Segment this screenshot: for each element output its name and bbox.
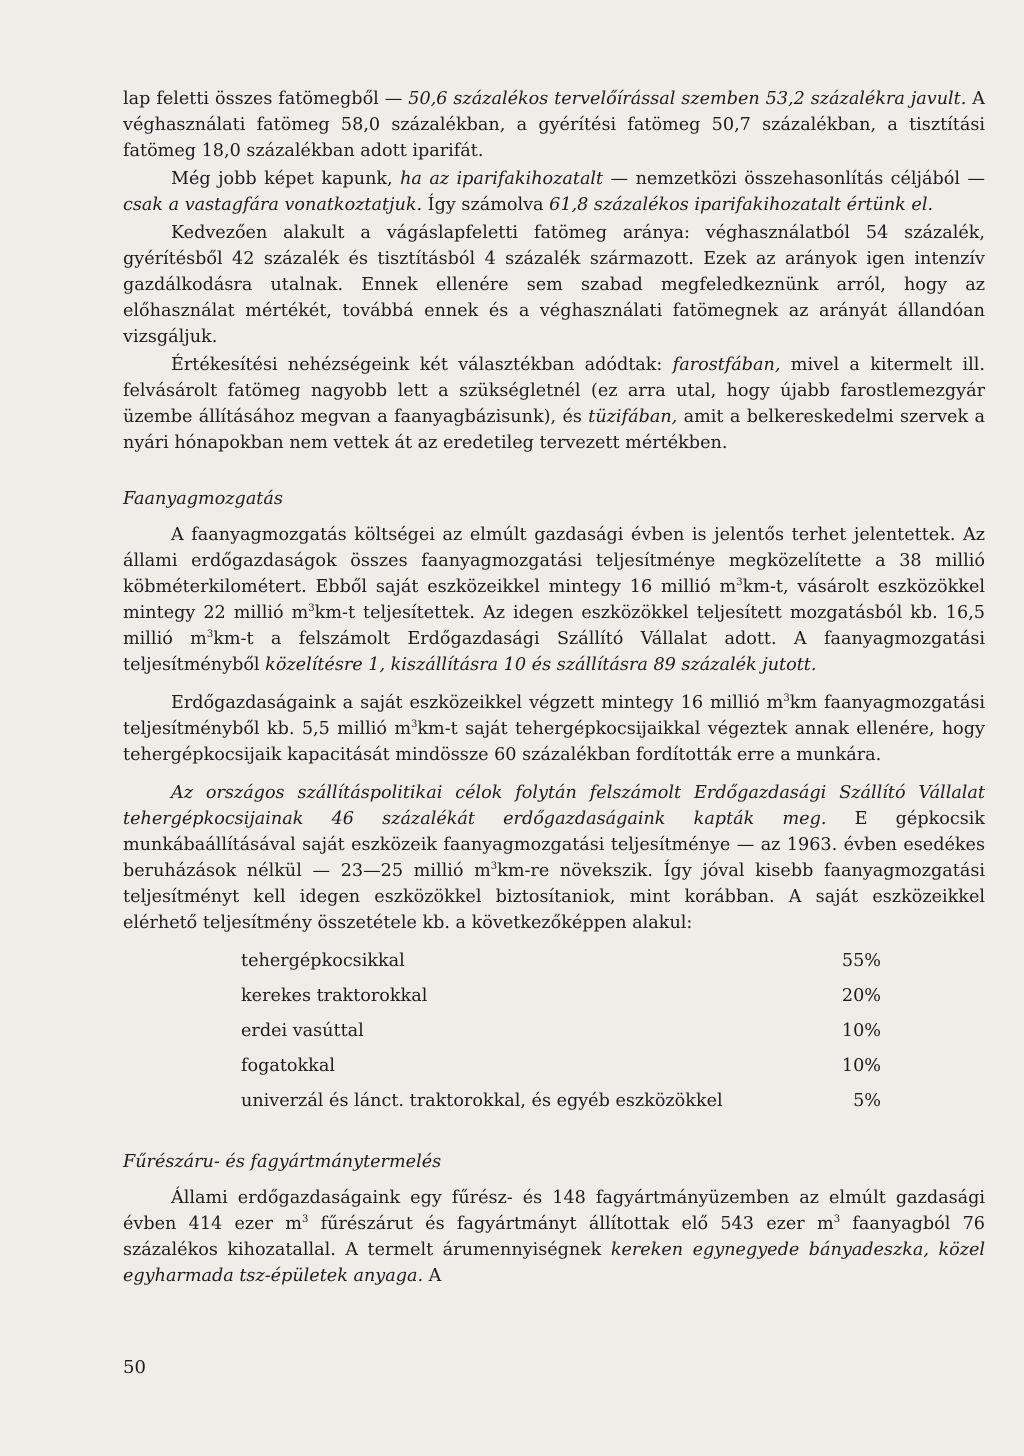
emphasis-text: tüzifában, bbox=[588, 407, 678, 427]
text-run: km-t, vásárolt eszközökkel mintegy 22 millió m bbox=[123, 577, 985, 623]
text-run: faanyagból 76 százalékos kihozatallal. A termelt árumennyiségnek bbox=[123, 1214, 985, 1260]
breakdown-label: tehergépkocsikkal bbox=[241, 951, 405, 971]
breakdown-label: univerzál és lánct. traktorokkal, és egyéb eszközökkel bbox=[241, 1091, 723, 1111]
paragraph-4 bbox=[123, 352, 985, 456]
text-run: A véghasználati fatömeg 58,0 százalékban, a gyérítési fatömeg 50,7 százalékban, a tisztítási fatömeg 18,0 százalékban adott iparifát. bbox=[123, 89, 986, 161]
emphasis-text: közelítésre 1, kiszállításra 10 és szállításra 89 százalék jutott. bbox=[265, 655, 817, 675]
text-run: A bbox=[423, 1266, 442, 1286]
breakdown-label: kerekes traktorokkal bbox=[241, 986, 428, 1006]
emphasis-text: kereken egynegyede bányadeszka, közel egyharmada tsz-épületek anyaga. bbox=[123, 1240, 986, 1286]
breakdown-row bbox=[241, 944, 881, 979]
emphasis-text: ha az iparifakihozatalt bbox=[400, 169, 604, 189]
emphasis-text: Az országos szállításpolitikai célok folytán felszámolt Erdőgazdasági Szállító Vállalat tehergépkocsijainak 46 százalékát erdőgazdaságaink kapták meg. bbox=[123, 783, 985, 829]
text-run: A faanyagmozgatás költségei az elmúlt gazdasági évben is jelentős terhet jelentettek. Az állami erdőgazdaságok összes faanyagmozgatási teljesítménye megközelítette a 38 millió köbméterkilométert. Ebből saját eszközeikkel mintegy 16 millió m bbox=[123, 525, 985, 597]
text-run: — nemzetközi összehasonlítás céljából — bbox=[603, 169, 985, 189]
paragraph-3: Kedvezően alakult a vágáslapfeletti fatömeg aránya: véghasználatból 54 százalék, gyérítésből 42 százalék és tisztításból 4 százalék származott. Ezek az arányok igen intenzív gazdálkodásra utalnak. Ennek ellenére sem szabad megfeledkeznünk arról, hogy az előhasználat mértékét, továbbá ennek és a véghasználati fatömegnek az arányát állandóan vizsgáljuk. bbox=[123, 223, 985, 347]
page-number: 50 bbox=[123, 1357, 146, 1378]
paragraph-5 bbox=[123, 522, 985, 678]
breakdown-value: 55% bbox=[841, 951, 881, 971]
text-run: Értékesítési nehézségeink két választékban adódtak: bbox=[171, 355, 673, 375]
breakdown-value: 10% bbox=[841, 1056, 881, 1076]
text-run: fűrészárut és fagyártmányt állítottak elő 543 ezer m bbox=[308, 1214, 834, 1234]
section-heading-fureszaru: Fűrészáru- és fagyártmánytermelés bbox=[123, 1152, 442, 1172]
text-run: Így számolva bbox=[422, 195, 550, 215]
paragraph-6 bbox=[123, 690, 985, 768]
page-body bbox=[123, 86, 985, 1289]
superscript: 3 bbox=[308, 603, 315, 614]
section-heading-faanyagmozgatas: Faanyagmozgatás bbox=[123, 489, 283, 509]
text-run: lap feletti összes fatömegből — bbox=[123, 89, 409, 109]
breakdown-row bbox=[241, 1049, 881, 1084]
text-run: km-re növekszik. Így jóval kisebb faanyagmozgatási teljesítményt kell idegen eszközökkel biztosítaniok, mint korábban. A saját eszközeikkel elérhető teljesítmény összetétele kb. a következőképpen alakul: bbox=[123, 861, 985, 933]
text-run: E gépkocsik munkábaállításával saját eszközeik faanyagmozgatási teljesítménye — az 1963. évben esedékes beruházások nélkül — 23—25 millió m bbox=[123, 809, 986, 881]
breakdown-value: 10% bbox=[841, 1021, 881, 1041]
breakdown-label: fogatokkal bbox=[241, 1056, 335, 1076]
breakdown-row bbox=[241, 1084, 881, 1119]
text-run: km-t saját tehergépkocsijaikkal végeztek annak ellenére, hogy tehergépkocsijaik kapacitását mindössze 60 százalékban fordították erre a munkára. bbox=[123, 719, 985, 765]
paragraph-8 bbox=[123, 1185, 985, 1289]
superscript: 3 bbox=[490, 861, 498, 872]
text-run: Még jobb képet kapunk, bbox=[171, 169, 401, 189]
text-run: km faanyagmozgatási teljesítményből kb. 5,5 millió m bbox=[123, 693, 985, 739]
paragraph-2 bbox=[123, 166, 985, 218]
text-run: Erdőgazdaságaink a saját eszközeikkel végzett mintegy 16 millió m bbox=[171, 693, 784, 713]
paragraph-1 bbox=[123, 86, 985, 164]
breakdown-row bbox=[241, 1014, 881, 1049]
text-run: km-t teljesítettek. Az idegen eszközökkel teljesített mozgatásból kb. 16,5 millió m bbox=[123, 603, 985, 649]
emphasis-text: 50,6 százalékos tervelőírással szemben 53,2 százalékra javult. bbox=[408, 89, 967, 109]
paragraph-7 bbox=[123, 780, 985, 936]
text-run: mivel a kitermelt ill. felvásárolt fatömeg nagyobb lett a szükségletnél (ez arra utal, hogy újabb farostlemezgyár üzembe állításához megvan a faanyagbázisunk), és bbox=[123, 355, 985, 427]
breakdown-value: 20% bbox=[841, 986, 881, 1006]
emphasis-text: csak a vastagfára vonatkoztatjuk. bbox=[123, 195, 423, 215]
text-run: Állami erdőgazdaságaink egy fűrész- és 148 fagyártmányüzemben az elmúlt gazdasági évben 414 ezer m bbox=[123, 1188, 985, 1234]
breakdown-value: 5% bbox=[853, 1091, 881, 1111]
superscript: 3 bbox=[783, 693, 790, 704]
text-run: amit a belkereskedelmi szervek a nyári hónapokban nem vettek át az eredetileg tervezett mértékben. bbox=[123, 407, 985, 453]
text-run: km-t a felszámolt Erdőgazdasági Szállító Vállalat adott. A faanyagmozgatási teljesítményből bbox=[123, 629, 986, 675]
superscript: 3 bbox=[736, 577, 743, 588]
emphasis-text: 61,8 százalékos iparifakihozatalt értünk el. bbox=[549, 195, 934, 215]
superscript: 3 bbox=[833, 1214, 841, 1225]
emphasis-text: farostfában, bbox=[672, 355, 781, 375]
breakdown-row bbox=[241, 979, 881, 1014]
superscript: 3 bbox=[411, 719, 418, 730]
superscript: 3 bbox=[301, 1214, 309, 1225]
transport-breakdown-table bbox=[241, 944, 881, 1119]
superscript: 3 bbox=[206, 629, 214, 640]
breakdown-label: erdei vasúttal bbox=[241, 1021, 364, 1041]
